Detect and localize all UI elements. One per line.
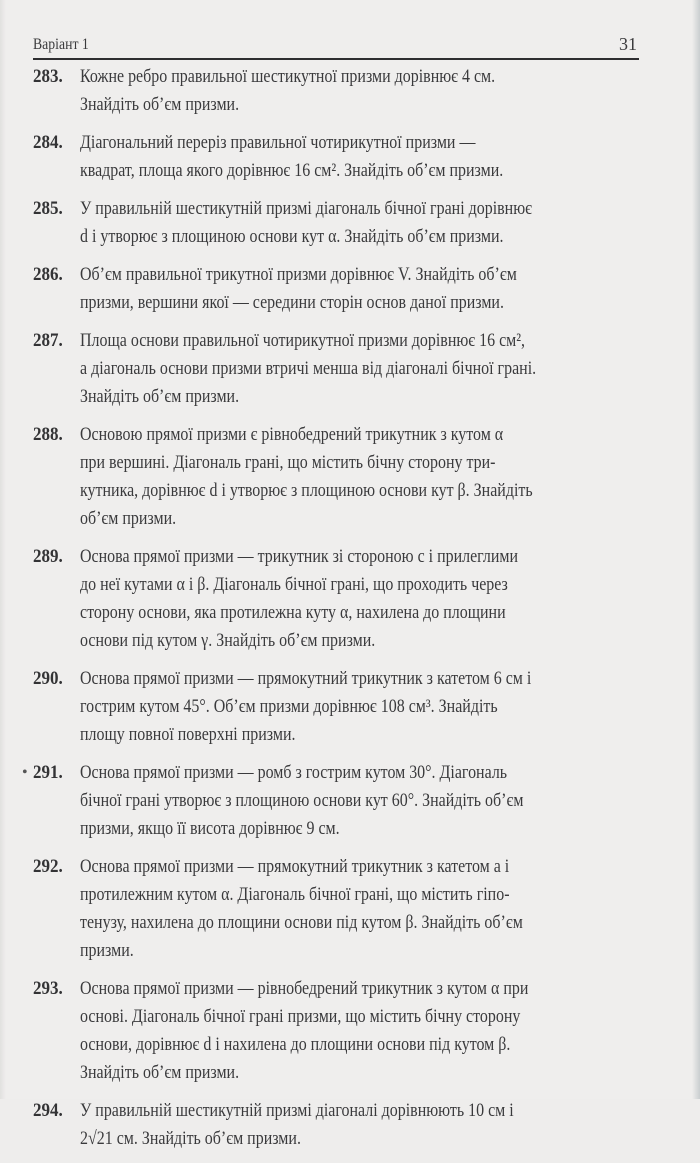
problem-text: 2√21 см. Знайдіть об’єм призми. [80, 1128, 301, 1149]
page-number: 31 [619, 34, 637, 54]
problem-number: 290. [33, 669, 63, 689]
problem-line [80, 1059, 640, 1087]
problem-text: основи під кутом γ. Знайдіть об’єм призми. [80, 630, 376, 651]
problem-text: протилежним кутом α. Діагональ бічної грані, що містить гіпо- [80, 884, 510, 905]
problem-line [80, 289, 640, 317]
problem-text: основи, дорівнює d і нахилена до площини основи під кутом β. [80, 1034, 511, 1055]
problem-number: 287. [33, 331, 63, 351]
problem-text: Об’єм правильної трикутної призми дорівнює V. Знайдіть об’єм [80, 264, 517, 285]
problem-text: квадрат, площа якого дорівнює 16 см². Знайдіть об’єм призми. [80, 160, 504, 181]
problem-text: Основа прямої призми — рівнобедрений трикутник з кутом α при [80, 978, 529, 999]
problem-line [80, 759, 640, 787]
problem-line [80, 665, 640, 693]
problem-line [80, 195, 640, 223]
problem-line [80, 571, 640, 599]
problem-line [80, 543, 640, 571]
problem-line [80, 91, 640, 119]
section-title: Варіант 1 [33, 36, 89, 53]
problem-line [80, 937, 640, 965]
problem-number: 283. [33, 67, 63, 87]
problem-288 [0, 421, 700, 533]
problem-text: кутника, дорівнює d і утворює з площиною основи кут β. Знайдіть [80, 480, 533, 501]
problem-text: площу повної поверхні призми. [80, 724, 296, 745]
problem-line [80, 157, 640, 185]
problem-line [80, 327, 640, 355]
problem-list [0, 63, 700, 1163]
problem-number: 291. [33, 763, 63, 783]
problem-line [80, 261, 640, 289]
problem-text: d і утворює з площиною основи кут α. Знайдіть об’єм призми. [80, 226, 504, 247]
problem-293 [0, 975, 700, 1087]
bullet-marker-icon: • [22, 764, 28, 781]
problem-text: Знайдіть об’єм призми. [80, 1062, 240, 1083]
problem-line [80, 693, 640, 721]
problem-284 [0, 129, 700, 185]
problem-text: Основа прямої призми — трикутник зі стороною c і прилеглими [80, 546, 519, 567]
problem-line [80, 721, 640, 749]
problem-text: Кожне ребро правильної шестикутної призми дорівнює 4 см. [80, 66, 496, 87]
problem-line [80, 599, 640, 627]
problem-line [80, 1097, 640, 1125]
problem-291 [0, 759, 700, 843]
problem-text: призми. [80, 940, 134, 961]
problem-text: Основа прямої призми — ромб з гострим кутом 30°. Діагональ [80, 762, 508, 783]
problem-line [80, 853, 640, 881]
problem-line [80, 477, 640, 505]
problem-text: а діагональ основи призми втричі менша від діагоналі бічної грані. [80, 358, 537, 379]
problem-number: 286. [33, 265, 63, 285]
problem-line [80, 815, 640, 843]
problem-286 [0, 261, 700, 317]
problem-283 [0, 63, 700, 119]
problem-line [80, 1003, 640, 1031]
problem-line [80, 975, 640, 1003]
problem-text: призми, вершини якої — середини сторін основ даної призми. [80, 292, 504, 313]
problem-287 [0, 327, 700, 411]
running-header [33, 34, 639, 60]
problem-text: призми, якщо її висота дорівнює 9 см. [80, 818, 340, 839]
problem-text: Знайдіть об’єм призми. [80, 386, 240, 407]
problem-line [80, 223, 640, 251]
problem-number: 294. [33, 1101, 63, 1121]
problem-294 [0, 1097, 700, 1153]
problem-number: 288. [33, 425, 63, 445]
problem-text: У правильній шестикутній призмі діагоналі дорівнюють 10 см і [80, 1100, 514, 1121]
problem-line [80, 449, 640, 477]
problem-line [80, 1031, 640, 1059]
problem-text: тенузу, нахилена до площини основи під кутом β. Знайдіть об’єм [80, 912, 523, 933]
problem-text: об’єм призми. [80, 508, 177, 529]
problem-text: основі. Діагональ бічної грані призми, що містить бічну сторону [80, 1006, 521, 1027]
problem-line [80, 355, 640, 383]
problem-text: У правильній шестикутній призмі діагональ бічної грані дорівнює [80, 198, 532, 219]
problem-line [80, 63, 640, 91]
problem-line [80, 881, 640, 909]
problem-number: 289. [33, 547, 63, 567]
problem-number: 285. [33, 199, 63, 219]
problem-289 [0, 543, 700, 655]
problem-285 [0, 195, 700, 251]
problem-text: Площа основи правильної чотирикутної призми дорівнює 16 см², [80, 330, 526, 351]
problem-text: гострим кутом 45°. Об’єм призми дорівнює 108 см³. Знайдіть [80, 696, 498, 717]
problem-290 [0, 665, 700, 749]
problem-text: Основою прямої призми є рівнобедрений трикутник з кутом α [80, 424, 504, 445]
problem-number: 293. [33, 979, 63, 999]
problem-text: до неї кутами α і β. Діагональ бічної грані, що проходить через [80, 574, 508, 595]
problem-text: Основа прямої призми — прямокутний трикутник з катетом a і [80, 856, 510, 877]
problem-text: Діагональний переріз правильної чотирикутної призми — [80, 132, 476, 153]
problem-text: Основа прямої призми — прямокутний трикутник з катетом 6 см і [80, 668, 532, 689]
problem-text: бічної грані утворює з площиною основи кут 60°. Знайдіть об’єм [80, 790, 524, 811]
problem-line [80, 421, 640, 449]
problem-line [80, 383, 640, 411]
problem-text: сторону основи, яка протилежна куту α, нахилена до площини [80, 602, 506, 623]
problem-number: 292. [33, 857, 63, 877]
problem-number: 284. [33, 133, 63, 153]
problem-line [80, 627, 640, 655]
problem-line [80, 129, 640, 157]
problem-line [80, 1125, 640, 1153]
problem-line [80, 787, 640, 815]
problem-line [80, 505, 640, 533]
problem-text: Знайдіть об’єм призми. [80, 94, 240, 115]
problem-line [80, 909, 640, 937]
problem-292 [0, 853, 700, 965]
problem-text: при вершині. Діагональ грані, що містить бічну сторону три- [80, 452, 496, 473]
